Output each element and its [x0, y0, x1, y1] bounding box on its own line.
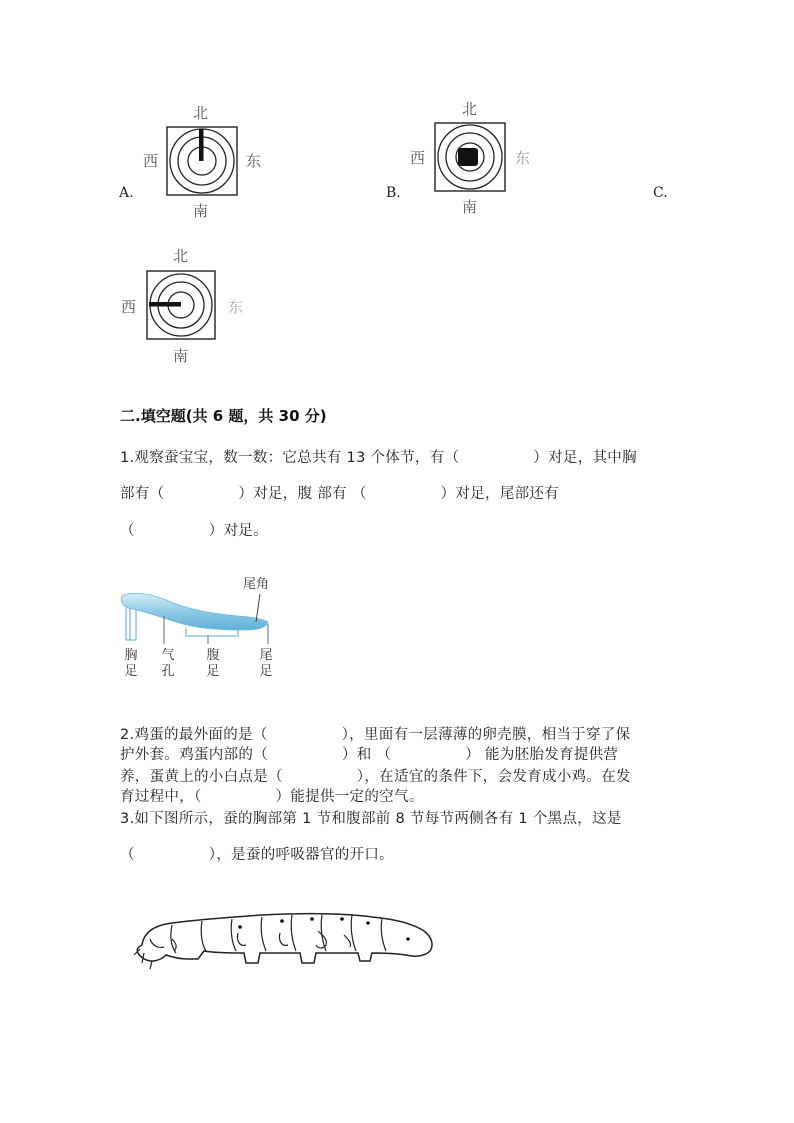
- north-label: 北: [462, 100, 478, 118]
- q2-line-4: 育过程中，（ ）能提供一定的空气。: [120, 789, 424, 805]
- figure-label-abdominal-legs: 腹足: [206, 648, 220, 679]
- compass-diagram-b: [434, 122, 506, 192]
- section-title: 二.填空题(共 6 题，共 30 分): [120, 407, 327, 425]
- q2-line-3: 养，蛋黄上的小白点是（ ），在适宜的条件下，会发育成小鸡。在发: [120, 769, 631, 785]
- q3-line-1: 3.如下图所示，蚕的胸部第 1 节和腹部前 8 节每节两侧各有 1 个黑点，这是: [120, 811, 622, 827]
- compass-diagram-c: [146, 270, 216, 340]
- west-label: 西: [121, 298, 137, 316]
- option-letter: C.: [653, 185, 668, 201]
- q2-line-2: 护外套。鸡蛋内部的（ ）和 （ ） 能为胚胎发育提供营: [120, 747, 619, 763]
- south-label: 南: [462, 198, 478, 216]
- option-letter: B.: [386, 185, 401, 201]
- silkworm-line-drawing: [132, 905, 437, 977]
- tail-horn-label: 尾角: [243, 577, 270, 592]
- east-label: 东: [246, 152, 262, 170]
- north-label: 北: [173, 247, 189, 265]
- north-label: 北: [193, 104, 209, 122]
- west-label: 西: [410, 149, 426, 167]
- compass-diagram-a: [166, 126, 238, 196]
- q1-line-3: （ ）对足。: [120, 523, 268, 539]
- east-label: 东: [228, 298, 244, 316]
- option-letter: A.: [119, 185, 134, 201]
- q1-line-2: 部有（ ）对足，腹 部有 （ ）对足，尾部还有: [120, 486, 560, 502]
- south-label: 南: [193, 202, 209, 220]
- west-label: 西: [143, 152, 159, 170]
- south-label: 南: [173, 347, 189, 365]
- q2-line-1: 2.鸡蛋的最外面的是（ ），里面有一层薄薄的卵壳膜，相当于穿了保: [120, 727, 631, 743]
- q3-line-2: （ ），是蚕的呼吸器官的开口。: [120, 847, 394, 863]
- figure-label-tail-legs: 尾足: [259, 648, 273, 679]
- figure-label-spiracle: 气孔: [161, 648, 175, 679]
- figure-label-thoracic-legs: 胸足: [124, 648, 138, 679]
- east-label: 东: [515, 149, 531, 167]
- q1-line-1: 1.观察蚕宝宝，数一数：它总共有 13 个体节，有（ ）对足，其中胸: [120, 450, 637, 466]
